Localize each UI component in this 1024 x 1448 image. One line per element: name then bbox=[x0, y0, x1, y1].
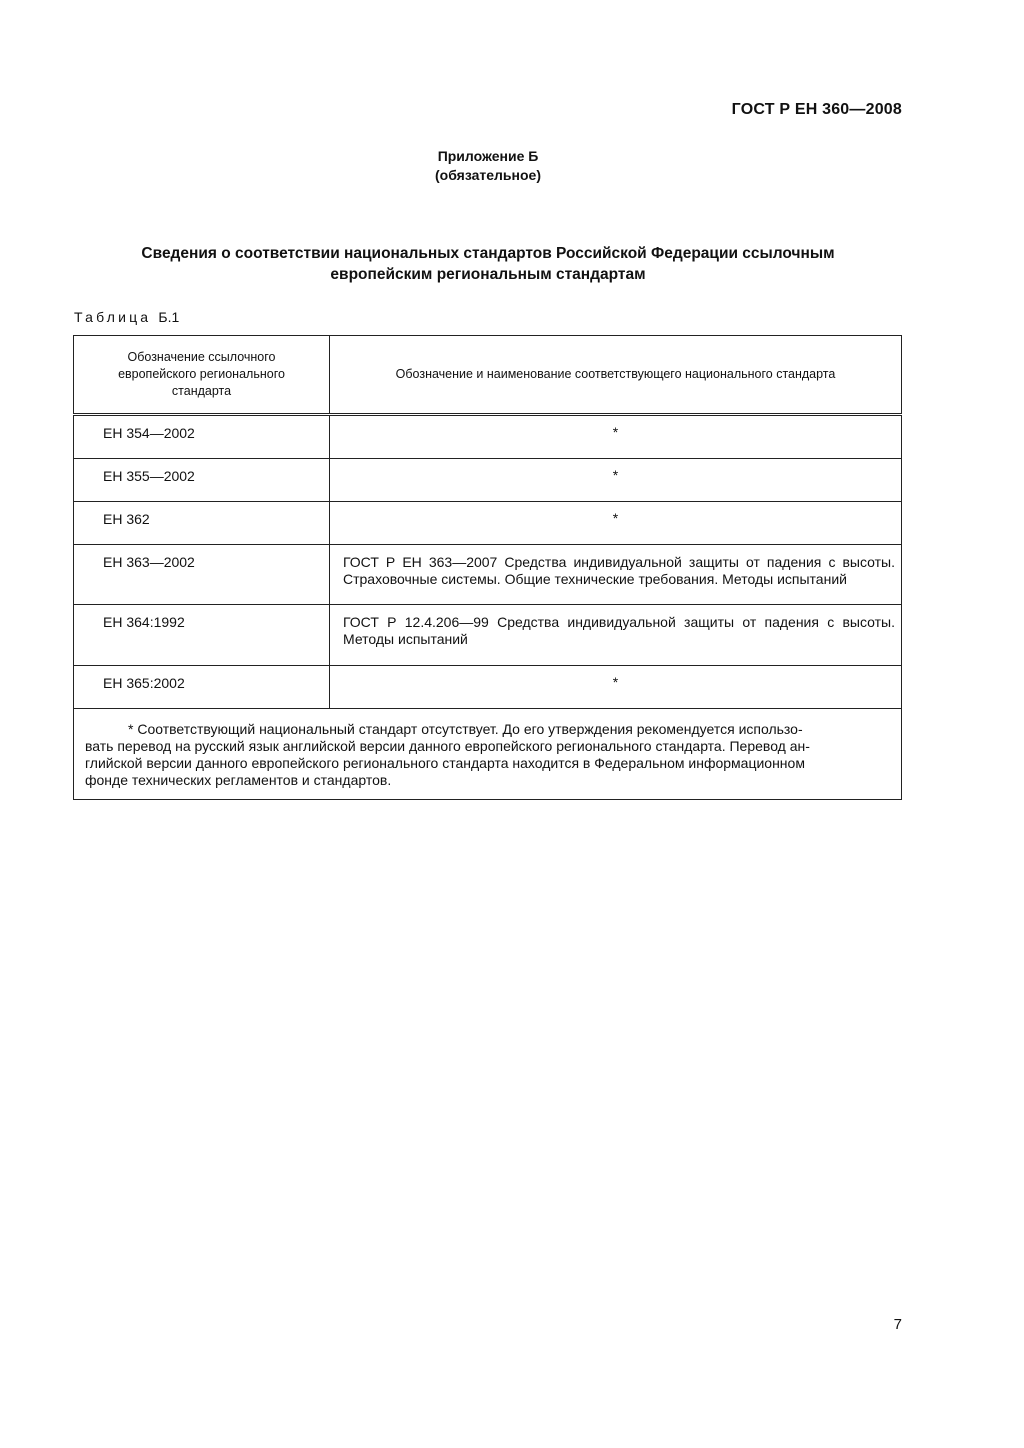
ref-cell: ЕН 365:2002 bbox=[74, 666, 330, 709]
section-title-line-2: европейским региональным стандартам bbox=[330, 266, 646, 283]
footnote-line-2: вать перевод на русский язык английской версии данного европейского регионального стандарта. Перевод ан- bbox=[85, 738, 810, 754]
footnote-line-1: * Соответствующий национальный стандарт отсутствует. До его утверждения рекомендуется использо- bbox=[128, 721, 803, 737]
footnote-line-3: глийской версии данного европейского регионального стандарта находится в Федеральном информационном bbox=[85, 755, 805, 771]
table-row bbox=[74, 666, 902, 709]
footnote-line-4: фонде технических регламентов и стандартов. bbox=[85, 772, 392, 788]
table-row bbox=[74, 459, 902, 502]
table-row bbox=[74, 415, 902, 459]
appendix-status: (обязательное) bbox=[434, 167, 541, 183]
ref-cell: ЕН 362 bbox=[74, 502, 330, 545]
ref-cell: ЕН 364:1992 bbox=[74, 605, 330, 666]
national-cell: * bbox=[330, 666, 902, 709]
table-label bbox=[74, 309, 179, 325]
appendix-heading bbox=[388, 147, 588, 185]
standards-table bbox=[73, 335, 902, 800]
appendix-title: Приложение Б bbox=[437, 148, 539, 164]
ref-cell: ЕН 354—2002 bbox=[74, 415, 330, 459]
national-cell: ГОСТ Р ЕН 363—2007 Средства индивидуальной защиты от падения с высоты. Страховочные системы. Общие технические требования. Методы испытаний bbox=[330, 545, 902, 605]
document-code: ГОСТ Р ЕН 360—2008 bbox=[731, 101, 902, 118]
section-title-line-1: Сведения о соответствии национальных стандартов Российской Федерации ссылочным bbox=[141, 245, 835, 262]
table-row bbox=[74, 605, 902, 666]
table-row bbox=[74, 545, 902, 605]
section-title bbox=[74, 243, 902, 285]
ref-cell: ЕН 363—2002 bbox=[74, 545, 330, 605]
table-footnote bbox=[74, 709, 902, 800]
footnote-row bbox=[74, 709, 902, 800]
national-cell: * bbox=[330, 415, 902, 459]
header-ref-standard-text: Обозначение ссылочного европейского регионального стандарта bbox=[118, 350, 285, 398]
page-number: 7 bbox=[893, 1316, 902, 1333]
national-cell: * bbox=[330, 459, 902, 502]
table-label-number: Б.1 bbox=[158, 309, 180, 325]
table-row bbox=[74, 502, 902, 545]
national-cell: ГОСТ Р 12.4.206—99 Средства индивидуальной защиты от падения с высоты. Методы испытаний bbox=[330, 605, 902, 666]
table-header-row bbox=[74, 336, 902, 415]
header-national-standard: Обозначение и наименование соответствующего национального стандарта bbox=[330, 336, 902, 415]
national-cell: * bbox=[330, 502, 902, 545]
ref-cell: ЕН 355—2002 bbox=[74, 459, 330, 502]
table-label-word: Таблица bbox=[74, 309, 152, 325]
header-ref-standard bbox=[74, 336, 330, 415]
